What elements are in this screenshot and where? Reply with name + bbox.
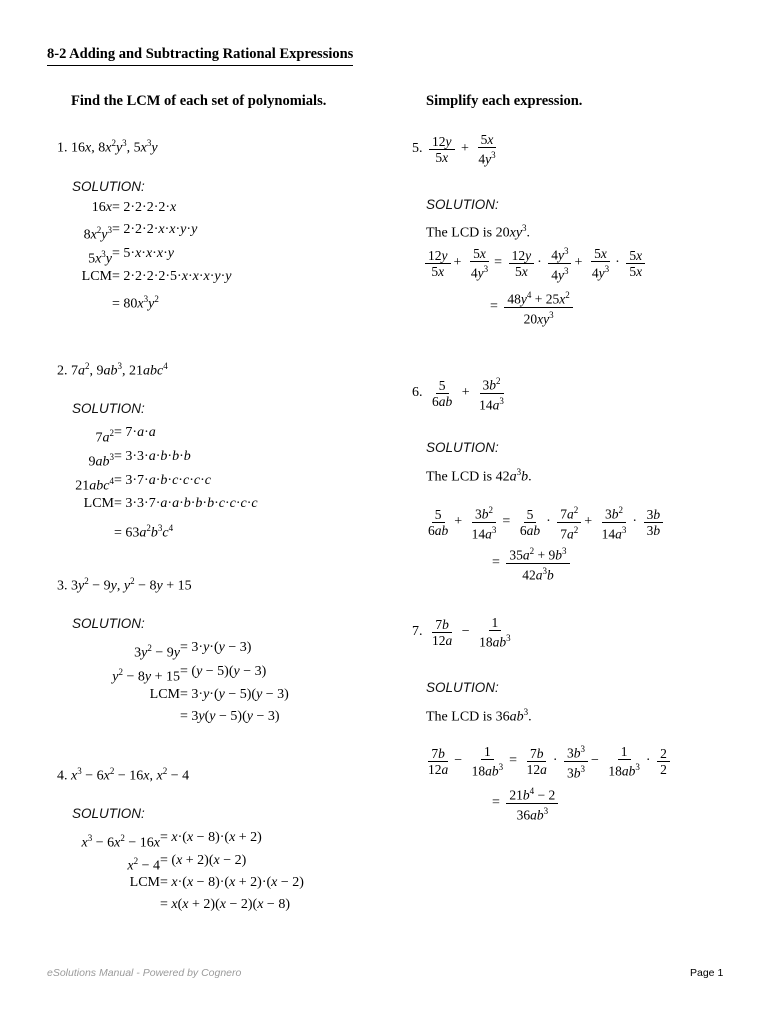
page-title: 8-2 Adding and Subtracting Rational Expressions — [47, 46, 353, 66]
problem-2-solution-label: SOLUTION: — [72, 401, 145, 416]
p2-line-4-rhs: = 3·3·7·a·a·b·b·b·c·c·c·c — [114, 496, 258, 511]
problem-5-statement: 5. $\frac{12y}{5x}$ + $\frac{5x}{4y^3}$ — [412, 132, 496, 167]
p2-line-5: = $63a^2b^3c^4$ — [114, 523, 174, 541]
problem-5-lcd: The LCD is $20xy^3$. — [426, 223, 531, 241]
right-column-heading: Simplify each expression. — [426, 93, 583, 109]
p1-line-3-rhs: = 5·x·x·x·y — [112, 246, 174, 261]
p3-line-3-rhs: = 3·y·(y − 5)(y − 3) — [180, 687, 289, 702]
p1-line-1-lhs: 16x — [91, 200, 112, 215]
problem-6-work-line-1: $\frac{5}{6ab}$ + $\frac{3b^2}{14a^3}$ = $\frac{5}{6ab}$ · $\frac{7a^2}{7a^2}$ + $\frac{3b^2}{14a^3}$ · $\frac{3b}{3b}$ — [424, 503, 664, 541]
problem-4-solution-label: SOLUTION: — [72, 806, 145, 821]
p3-line-2-rhs: = (y − 5)(y − 3) — [180, 664, 267, 679]
left-column-heading: Find the LCM of each set of polynomials. — [71, 93, 327, 109]
p1-line-3-lhs: $5x^3y$ — [88, 249, 112, 267]
p1-line-4-lhs: LCM — [81, 269, 112, 284]
p2-line-4-lhs: LCM — [83, 496, 114, 511]
p2-line-3-rhs: = 3·7·a·b·c·c·c·c — [114, 473, 211, 488]
p4-line-1-lhs: $x^3 - 6x^2 - 16x$ — [81, 833, 160, 851]
problem-2-statement: 2. $7a^2$, $9ab^3$, 21abc$^4$ — [57, 361, 168, 379]
p4-line-3-rhs: = x·(x − 8)·(x + 2)·(x − 2) — [160, 875, 304, 890]
p2-line-2-rhs: = 3·3·a·b·b·b — [114, 449, 191, 464]
p3-line-4: = 3y(y − 5)(y − 3) — [180, 709, 280, 724]
p2-line-1-lhs: $7a^2$ — [95, 428, 114, 446]
p3-line-3-lhs: LCM — [149, 687, 180, 702]
problem-6-lcd: The LCD is $42a^3b$. — [426, 467, 532, 485]
p4-line-3-lhs: LCM — [129, 875, 160, 890]
problem-4-statement: 4. $x^3 - 6x^2 - 16x$, $x^2 - 4$ — [57, 766, 190, 784]
p1-line-4-rhs: = 2·2·2·2·5·x·x·x·y·y — [112, 269, 232, 284]
p2-line-2-lhs: $9ab^3$ — [88, 452, 114, 470]
page-number: Page 1 — [690, 967, 724, 979]
p1-line-5: = $80x^3y^2$ — [112, 294, 159, 312]
problem-7-work-line-1: $\frac{7b}{12a}$ − $\frac{1}{18ab^3}$ = $\frac{7b}{12a}$ · $\frac{3b^3}{3b^3}$ − $\frac{1}{18ab^3}$ · $\frac{2}{2}$ — [424, 742, 671, 780]
problem-7-statement: 7. $\frac{7b}{12a}$ − $\frac{1}{18ab^3}$ — [412, 615, 511, 650]
problem-7-lcd: The LCD is $36ab^3$. — [426, 707, 532, 725]
problem-5-solution-label: SOLUTION: — [426, 197, 499, 212]
p4-line-2-rhs: = (x + 2)(x − 2) — [160, 853, 247, 868]
p1-line-1-rhs: = 2·2·2·2·x — [112, 200, 177, 215]
problem-6-statement: 6. $\frac{5}{6ab}$ + $\frac{3b^2}{14a^3}$ — [412, 376, 504, 412]
p4-line-1-rhs: = x·(x − 8)·(x + 2) — [160, 830, 262, 845]
problem-1-solution-label: SOLUTION: — [72, 179, 145, 194]
problem-6-solution-label: SOLUTION: — [426, 440, 499, 455]
p2-line-1-rhs: = 7·a·a — [114, 425, 156, 440]
p4-line-4: = x(x + 2)(x − 2)(x − 8) — [160, 897, 290, 912]
problem-1-statement: 1. 16x, $8x^2y^3$, $5x^3y$ — [57, 138, 158, 156]
problem-5-work-line-1: $\frac{12y}{5x}$ + $\frac{5x}{4y^3}$ = $\frac{12y}{5x}$ · $\frac{4y^3}{4y^3}$ + $\frac{5x}{4y^3}$ · $\frac{5x}{5x}$ — [424, 244, 646, 282]
p1-line-2-lhs: $8x^2y^3$ — [83, 225, 112, 243]
problem-5-work-line-2: = $\frac{48y^4 + 25x^2}{20xy^3}$ — [488, 288, 574, 326]
problem-6-work-line-2: = $\frac{35a^2 + 9b^3}{42a^3b}$ — [490, 544, 571, 582]
p3-line-2-lhs: $y^2 - 8y + 15$ — [112, 667, 180, 685]
problem-3-statement: 3. $3y^2 - 9y$, $y^2 - 8y + 15$ — [57, 576, 192, 594]
problem-7-solution-label: SOLUTION: — [426, 680, 499, 695]
p3-line-1-lhs: $3y^2 - 9y$ — [134, 643, 180, 661]
problem-3-solution-label: SOLUTION: — [72, 616, 145, 631]
p4-line-2-lhs: $x^2 - 4$ — [127, 856, 160, 874]
p2-line-3-lhs: 21abc$^4$ — [75, 476, 114, 494]
p3-line-1-rhs: = 3·y·(y − 3) — [180, 640, 252, 655]
problem-7-work-line-2: = $\frac{21b^4 - 2}{36ab^3}$ — [490, 784, 559, 822]
footer-credit: eSolutions Manual - Powered by Cognero — [47, 967, 242, 979]
p1-line-2-rhs: = 2·2·2·x·x·y·y — [112, 222, 198, 237]
